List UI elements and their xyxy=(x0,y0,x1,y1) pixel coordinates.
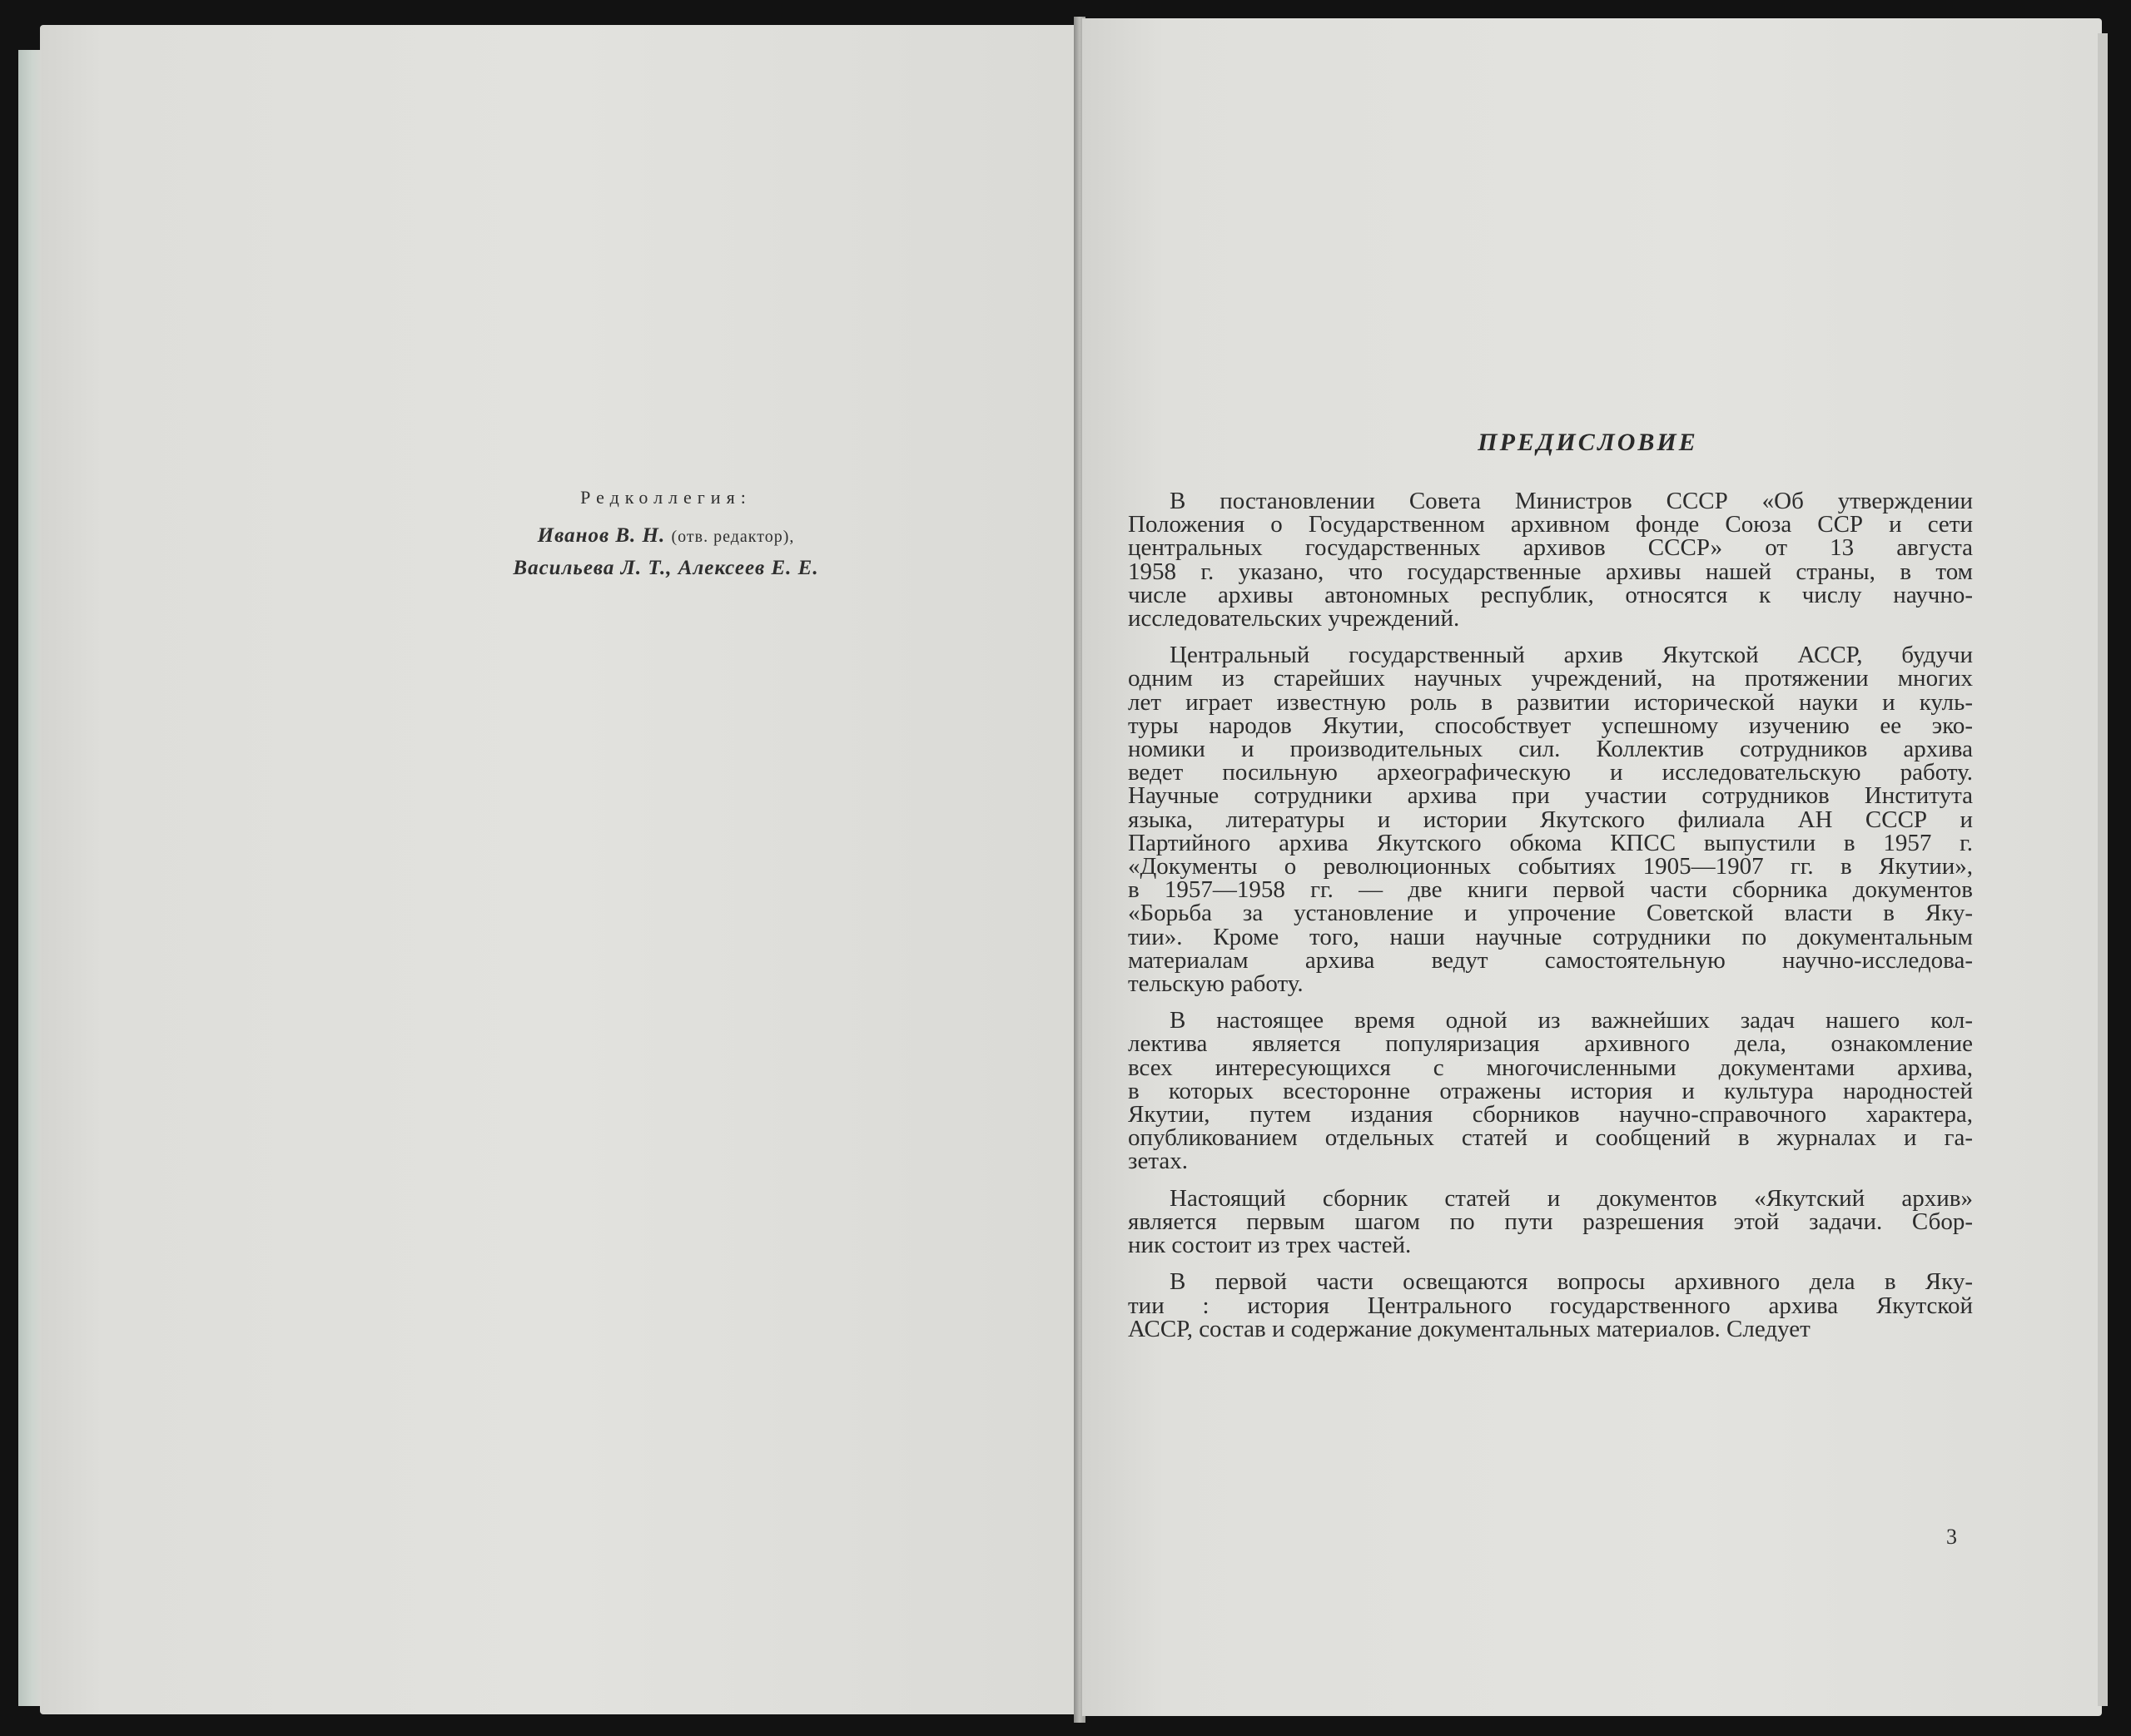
chief-editor-note: (отв. редактор), xyxy=(671,528,795,546)
chief-editor-name: Иванов В. Н. xyxy=(537,524,666,547)
foreword-paragraph xyxy=(1128,1270,1973,1341)
foreword-line: всех интересующихся с многочисленными документами архива, xyxy=(1128,1054,1973,1081)
left-page xyxy=(40,25,1076,1714)
foreword-line: является первым шагом по пути разрешения этой задачи. Сбор- xyxy=(1128,1208,1973,1235)
foreword-paragraph xyxy=(1128,642,1973,998)
foreword-title: ПРЕДИСЛОВИЕ xyxy=(1478,429,1698,456)
foreword-line: в которых всесторонне отражены история и культура народностей xyxy=(1128,1077,1973,1104)
foreword-line: тии». Кроме того, наши научные сотрудники по документальным xyxy=(1128,923,1973,950)
foreword-line: лет играет известную роль в развитии исторической науки и куль- xyxy=(1128,688,1973,716)
foreword-line: туры народов Якутии, способствует успешному изучению ее эко- xyxy=(1128,712,1973,739)
foreword-line: 1958 г. указано, что государственные архивы нашей страны, в том xyxy=(1128,558,1973,585)
foreword-line: ведет посильную археографическую и исследовательскую работу. xyxy=(1128,759,1973,786)
foreword-line: тии : история Центрального государственного архива Якутской xyxy=(1128,1292,1973,1319)
foreword-line: Якутии, путем издания сборников научно-справочного характера, xyxy=(1128,1101,1973,1128)
foreword-line: В первой части освещаются вопросы архивного дела в Яку- xyxy=(1170,1268,1973,1296)
foreword-paragraph xyxy=(1128,489,1973,630)
foreword-line: в 1957—1958 гг. — две книги первой части сборника документов xyxy=(1128,876,1973,904)
foreword-paragraph xyxy=(1128,1184,1973,1259)
page-number: 3 xyxy=(1946,1525,1957,1549)
foreword-line: В настоящее время одной из важнейших задач нашего кол- xyxy=(1170,1007,1973,1034)
foreword-line: Настоящий сборник статей и документов «Якутский архив» xyxy=(1170,1184,1973,1212)
foreword-line: Центральный государственный архив Якутской АССР, будучи xyxy=(1170,642,1973,669)
foreword-line: номики и производительных сил. Коллектив сотрудников архива xyxy=(1128,736,1973,763)
foreword-line: «Борьба за установление и упрочение Советской власти в Яку- xyxy=(1128,900,1973,927)
right-page-edge xyxy=(2098,33,2108,1706)
foreword-text xyxy=(1128,489,1973,1354)
foreword-line: АССР, состав и содержание документальных материалов. Следует xyxy=(1128,1315,1811,1342)
editorial-board-label: Редколлегия: xyxy=(580,487,752,508)
foreword-line: языка, литературы и истории Якутского филиала АН СССР и xyxy=(1128,806,1973,833)
foreword-line: центральных государственных архивов СССР» от 13 августа xyxy=(1128,534,1973,562)
foreword-line: В постановлении Совета Министров СССР «Об утверждении xyxy=(1170,488,1973,514)
foreword-line: материалам архива ведут самостоятельную научно-исследова- xyxy=(1128,946,1973,974)
foreword-line: зетах. xyxy=(1128,1148,1188,1175)
foreword-line: одним из старейших научных учреждений, на протяжении многих xyxy=(1128,665,1973,692)
foreword-line: исследовательских учреждений. xyxy=(1128,605,1460,632)
foreword-line: лектива является популяризация архивного дела, ознакомление xyxy=(1128,1030,1973,1058)
foreword-line: опубликованием отдельных статей и сообщений в журналах и га- xyxy=(1128,1124,1973,1152)
foreword-line: тельскую работу. xyxy=(1128,970,1304,998)
foreword-line: ник состоит из трех частей. xyxy=(1128,1232,1412,1259)
foreword-line: числе архивы автономных республик, относятся к числу научно- xyxy=(1128,581,1973,608)
foreword-line: Партийного архива Якутского обкома КПСС выпустили в 1957 г. xyxy=(1128,829,1973,856)
editorial-board-names xyxy=(333,520,999,584)
foreword-line: Положения о Государственном архивном фонде Союза ССР и сети xyxy=(1128,511,1973,538)
editors-names: Васильева Л. Т., Алексеев Е. Е. xyxy=(513,557,819,579)
editorial-board xyxy=(333,487,999,584)
left-page-edge xyxy=(18,50,42,1706)
foreword-line: Научные сотрудники архива при участии сотрудников Института xyxy=(1128,782,1973,810)
foreword-line: «Документы о революционных событиях 1905—1907 гг. в Якутии», xyxy=(1128,853,1973,880)
foreword-paragraph xyxy=(1128,1009,1973,1173)
